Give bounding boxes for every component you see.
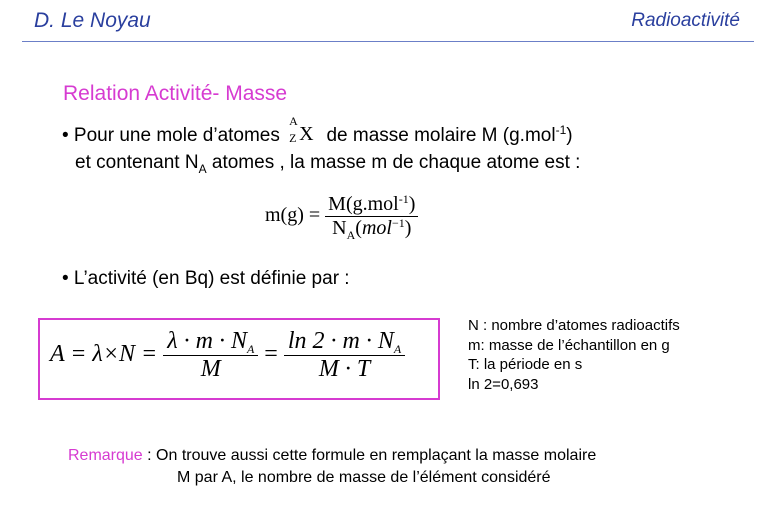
bullet-2: • L’activité (en Bq) est définie par :	[62, 268, 350, 289]
eq1-den-b: (	[355, 217, 362, 239]
legend-item: T: la période en s	[468, 356, 583, 373]
nuclide-atomic-number: Z	[289, 131, 297, 145]
eq1-den-exp: −1	[391, 216, 405, 230]
activity-equation-lhs: A = λ×N =	[50, 341, 158, 368]
bullet-1-exp: -1	[555, 123, 567, 137]
legend-item: N : nombre d’atomes radioactifs	[468, 317, 680, 334]
legend-item: ln 2=0,693	[468, 375, 539, 393]
activity-fraction-2	[284, 328, 405, 383]
header-divider	[22, 41, 754, 42]
nuclide-symbol	[285, 114, 321, 145]
activity-formula-box	[38, 318, 440, 400]
remark	[68, 445, 596, 489]
remark-label: Remarque	[68, 447, 143, 464]
remark-line-2: M par A, le nombre de masse de l’élément considéré	[177, 469, 551, 486]
section-title: Relation Activité- Masse	[63, 82, 288, 105]
eq2-f1-num-sub: A	[246, 342, 255, 356]
bullet-1-close: )	[566, 125, 573, 146]
activity-equation	[50, 328, 405, 383]
eq2-f2-num: ln 2 · m · N	[287, 328, 394, 354]
mass-equation-fraction	[325, 193, 418, 240]
mass-equation-lhs: m(g) =	[265, 204, 321, 227]
bullet-1-line-2	[75, 152, 580, 174]
eq1-num-b: )	[408, 193, 416, 215]
eq1-num-a: M(g.mol	[328, 193, 399, 215]
mass-equation-denominator	[325, 217, 418, 240]
mass-equation	[265, 193, 418, 240]
mass-equation-numerator	[325, 193, 418, 216]
remark-line-1: : On trouve aussi cette formule en remplaçant la masse molaire	[142, 447, 597, 464]
activity-fraction-2-numerator	[284, 328, 405, 355]
eq1-den-c: )	[404, 217, 412, 239]
nuclide-mass-number: A	[289, 114, 298, 128]
activity-equals: =	[264, 341, 278, 368]
activity-fraction-1-denominator: M	[200, 356, 221, 382]
legend-item: m: masse de l’échantillon en g	[468, 336, 670, 354]
eq1-den-mol: mol	[361, 217, 392, 239]
nuclide-element: X	[299, 123, 314, 145]
bullet-1-line-2-b: atomes , la masse m de chaque atome est :	[206, 152, 581, 173]
eq1-den-a: N	[332, 217, 347, 239]
eq1-den-sub: A	[346, 228, 356, 242]
activity-fraction-1-numerator	[163, 328, 258, 355]
bullet-1-line-1	[62, 114, 573, 147]
activity-fraction-1	[163, 328, 258, 383]
eq1-num-exp: -1	[398, 192, 409, 206]
activity-fraction-2-denominator: M · T	[318, 356, 371, 382]
bullet-1-prefix: • Pour une mole d’atomes	[62, 125, 280, 146]
variable-legend	[468, 316, 680, 394]
header-topic: Radioactivité	[631, 10, 740, 31]
bullet-1-line-2-sub: A	[198, 162, 207, 176]
eq2-f1-num: λ · m · N	[167, 328, 247, 354]
header-author: D. Le Noyau	[34, 9, 151, 32]
bullet-1-line-2-a: et contenant N	[75, 152, 199, 173]
bullet-1-mid: de masse molaire M (g.mol	[326, 125, 556, 146]
eq2-f2-num-sub: A	[393, 342, 402, 356]
